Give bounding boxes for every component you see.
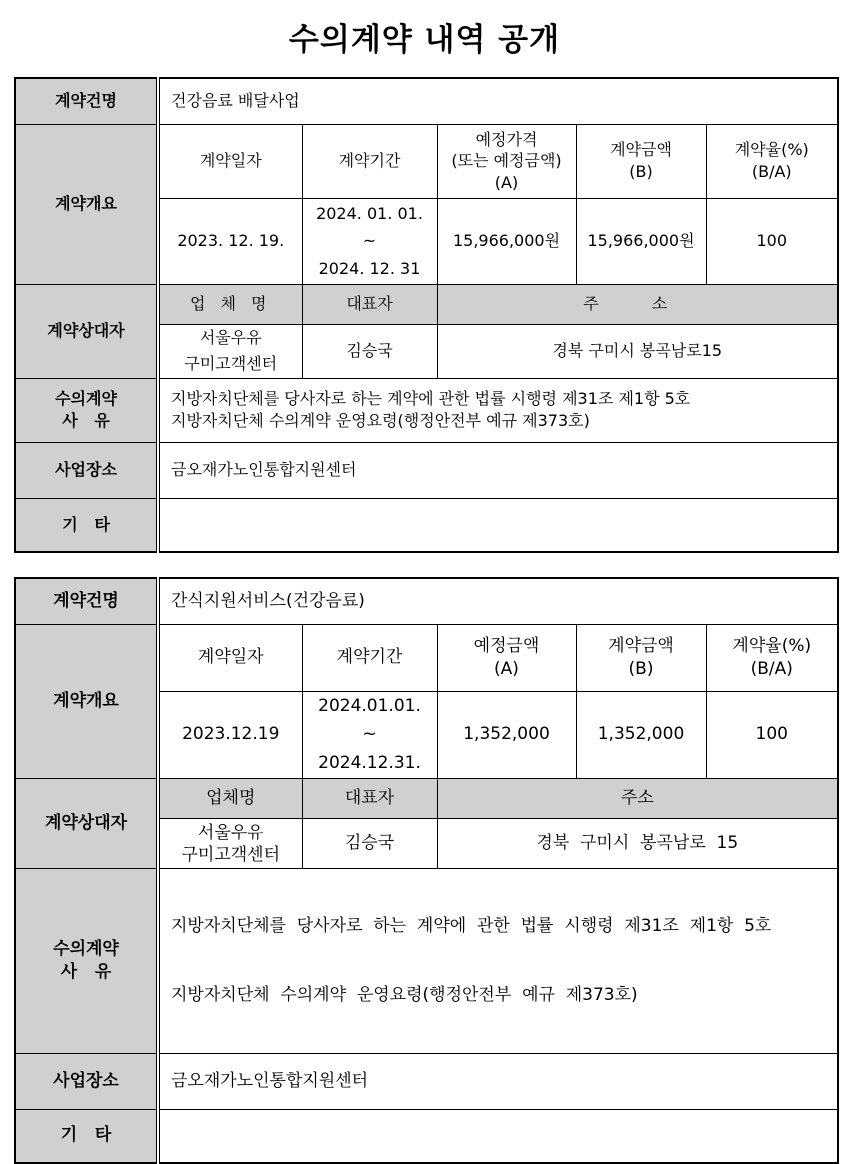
representative-header: 대표자 (302, 284, 437, 324)
period-start: 2024. 01. 01. (316, 204, 423, 224)
contract-rate-header-line: 계약율(%) (732, 635, 812, 656)
company-header: 업체명 (158, 779, 302, 819)
reason-label-line: 사 유 (60, 961, 112, 982)
estimated-price-header-line: (또는 예정금액) (451, 151, 562, 171)
contract-date-header: 계약일자 (158, 124, 302, 198)
company-value (158, 819, 302, 869)
contract-amount-header (576, 624, 706, 691)
etc-label: 기 타 (15, 1109, 158, 1163)
overview-header-row (15, 624, 838, 691)
representative-value: 김승국 (302, 324, 437, 378)
contract-table (14, 577, 839, 1164)
contract-amount-header-line: (B) (628, 658, 654, 679)
address-header (437, 284, 838, 324)
reason-label (15, 378, 158, 442)
contract-rate-header-line: 계약율(%) (734, 140, 809, 160)
period-separator: ~ (362, 231, 377, 251)
reason-row (15, 869, 838, 1054)
address-header: 주소 (437, 779, 838, 819)
place-label: 사업장소 (15, 1053, 158, 1109)
contract-name-label: 계약건명 (15, 78, 158, 124)
place-row (15, 1053, 838, 1109)
overview-label: 계약개요 (15, 124, 158, 284)
contract-name-value: 건강음료 배달사업 (158, 78, 838, 124)
reason-label-line: 수의계약 (53, 938, 119, 959)
company-value (158, 324, 302, 378)
contract-amount-value: 15,966,000원 (576, 198, 706, 284)
estimated-price-header-line: 예정금액 (473, 635, 540, 656)
overview-header-row (15, 124, 838, 198)
address-value: 경북 구미시 봉곡남로 15 (437, 819, 838, 869)
representative-value: 김승국 (302, 819, 437, 869)
contract-table (14, 77, 839, 553)
place-label: 사업장소 (15, 442, 158, 498)
etc-value (158, 498, 838, 552)
address-header-text: 주 소 (583, 294, 692, 314)
reason-label-line: 수의계약 (55, 389, 117, 409)
party-label: 계약상대자 (15, 284, 158, 378)
party-header-row (15, 284, 838, 324)
period-end: 2024. 12. 31 (318, 258, 421, 278)
estimated-price-value: 1,352,000 (437, 691, 576, 779)
reason-line: 지방자치단체 수의계약 운영요령(행정안전부 예규 제373호) (171, 411, 590, 430)
etc-value (158, 1109, 838, 1163)
etc-row (15, 1109, 838, 1163)
contract-name-value: 간식지원서비스(건강음료) (158, 578, 838, 624)
contract-period-value (302, 691, 437, 779)
reason-row (15, 378, 838, 442)
contract-period-header: 계약기간 (302, 624, 437, 691)
contract-rate-value: 100 (706, 198, 838, 284)
company-line: 구미고객센터 (184, 354, 278, 373)
estimated-price-header-line: 예정가격 (475, 129, 538, 149)
place-row (15, 442, 838, 498)
reason-label-line: 사 유 (62, 411, 110, 430)
contract-amount-value: 1,352,000 (576, 691, 706, 779)
reason-line: 지방자치단체를 당사자로 하는 계약에 관한 법률 시행령 제31조 제1항 5호 (171, 916, 772, 937)
contract-period-value (302, 198, 437, 284)
etc-row (15, 498, 838, 552)
contract-rate-header (706, 124, 838, 198)
contract-date-value: 2023. 12. 19. (158, 198, 302, 284)
contract-name-row (15, 78, 838, 124)
company-line: 서울우유 (199, 328, 262, 348)
contract-rate-header-line: (B/A) (750, 658, 793, 679)
company-header (158, 284, 302, 324)
etc-label: 기 타 (15, 498, 158, 552)
reason-label (15, 869, 158, 1054)
reason-value (158, 869, 838, 1054)
contract-amount-header-line: (B) (629, 162, 653, 181)
contract-date-value: 2023.12.19 (158, 691, 302, 779)
representative-header: 대표자 (302, 779, 437, 819)
reason-line: 지방자치단체 수의계약 운영요령(행정안전부 예규 제373호) (171, 984, 638, 1005)
contract-name-row (15, 578, 838, 624)
company-header-text: 업 체 명 (189, 294, 272, 314)
contract-amount-header-line: 계약금액 (610, 140, 672, 160)
estimated-price-header (437, 124, 576, 198)
overview-label: 계약개요 (15, 624, 158, 779)
period-start: 2024.01.01. (318, 695, 421, 716)
period-separator: ~ (362, 724, 377, 745)
company-line: 구미고객센터 (181, 844, 281, 865)
period-end: 2024.12.31. (318, 753, 421, 774)
contract-rate-header-line: (B/A) (751, 162, 792, 181)
contract-date-header: 계약일자 (158, 624, 302, 691)
contract-period-header: 계약기간 (302, 124, 437, 198)
estimated-price-header (437, 624, 576, 691)
contract-amount-header-line: 계약금액 (608, 635, 674, 656)
place-value: 금오재가노인통합지원센터 (158, 1053, 838, 1109)
company-line: 서울우유 (197, 822, 264, 843)
address-value: 경북 구미시 봉곡남로15 (437, 324, 838, 378)
party-label: 계약상대자 (15, 779, 158, 869)
estimated-price-value: 15,966,000원 (437, 198, 576, 284)
reason-value (158, 378, 838, 442)
estimated-price-header-line: (A) (494, 172, 519, 192)
contract-rate-value: 100 (706, 691, 838, 779)
estimated-price-header-line: (A) (494, 658, 519, 679)
contract-name-label: 계약건명 (15, 578, 158, 624)
page-title: 수의계약 내역 공개 (288, 22, 561, 58)
place-value: 금오재가노인통합지원센터 (158, 442, 838, 498)
reason-line: 지방자치단체를 당사자로 하는 계약에 관한 법률 시행령 제31조 제1항 5호 (171, 389, 691, 409)
contract-rate-header (706, 624, 838, 691)
party-header-row (15, 779, 838, 819)
contract-amount-header (576, 124, 706, 198)
